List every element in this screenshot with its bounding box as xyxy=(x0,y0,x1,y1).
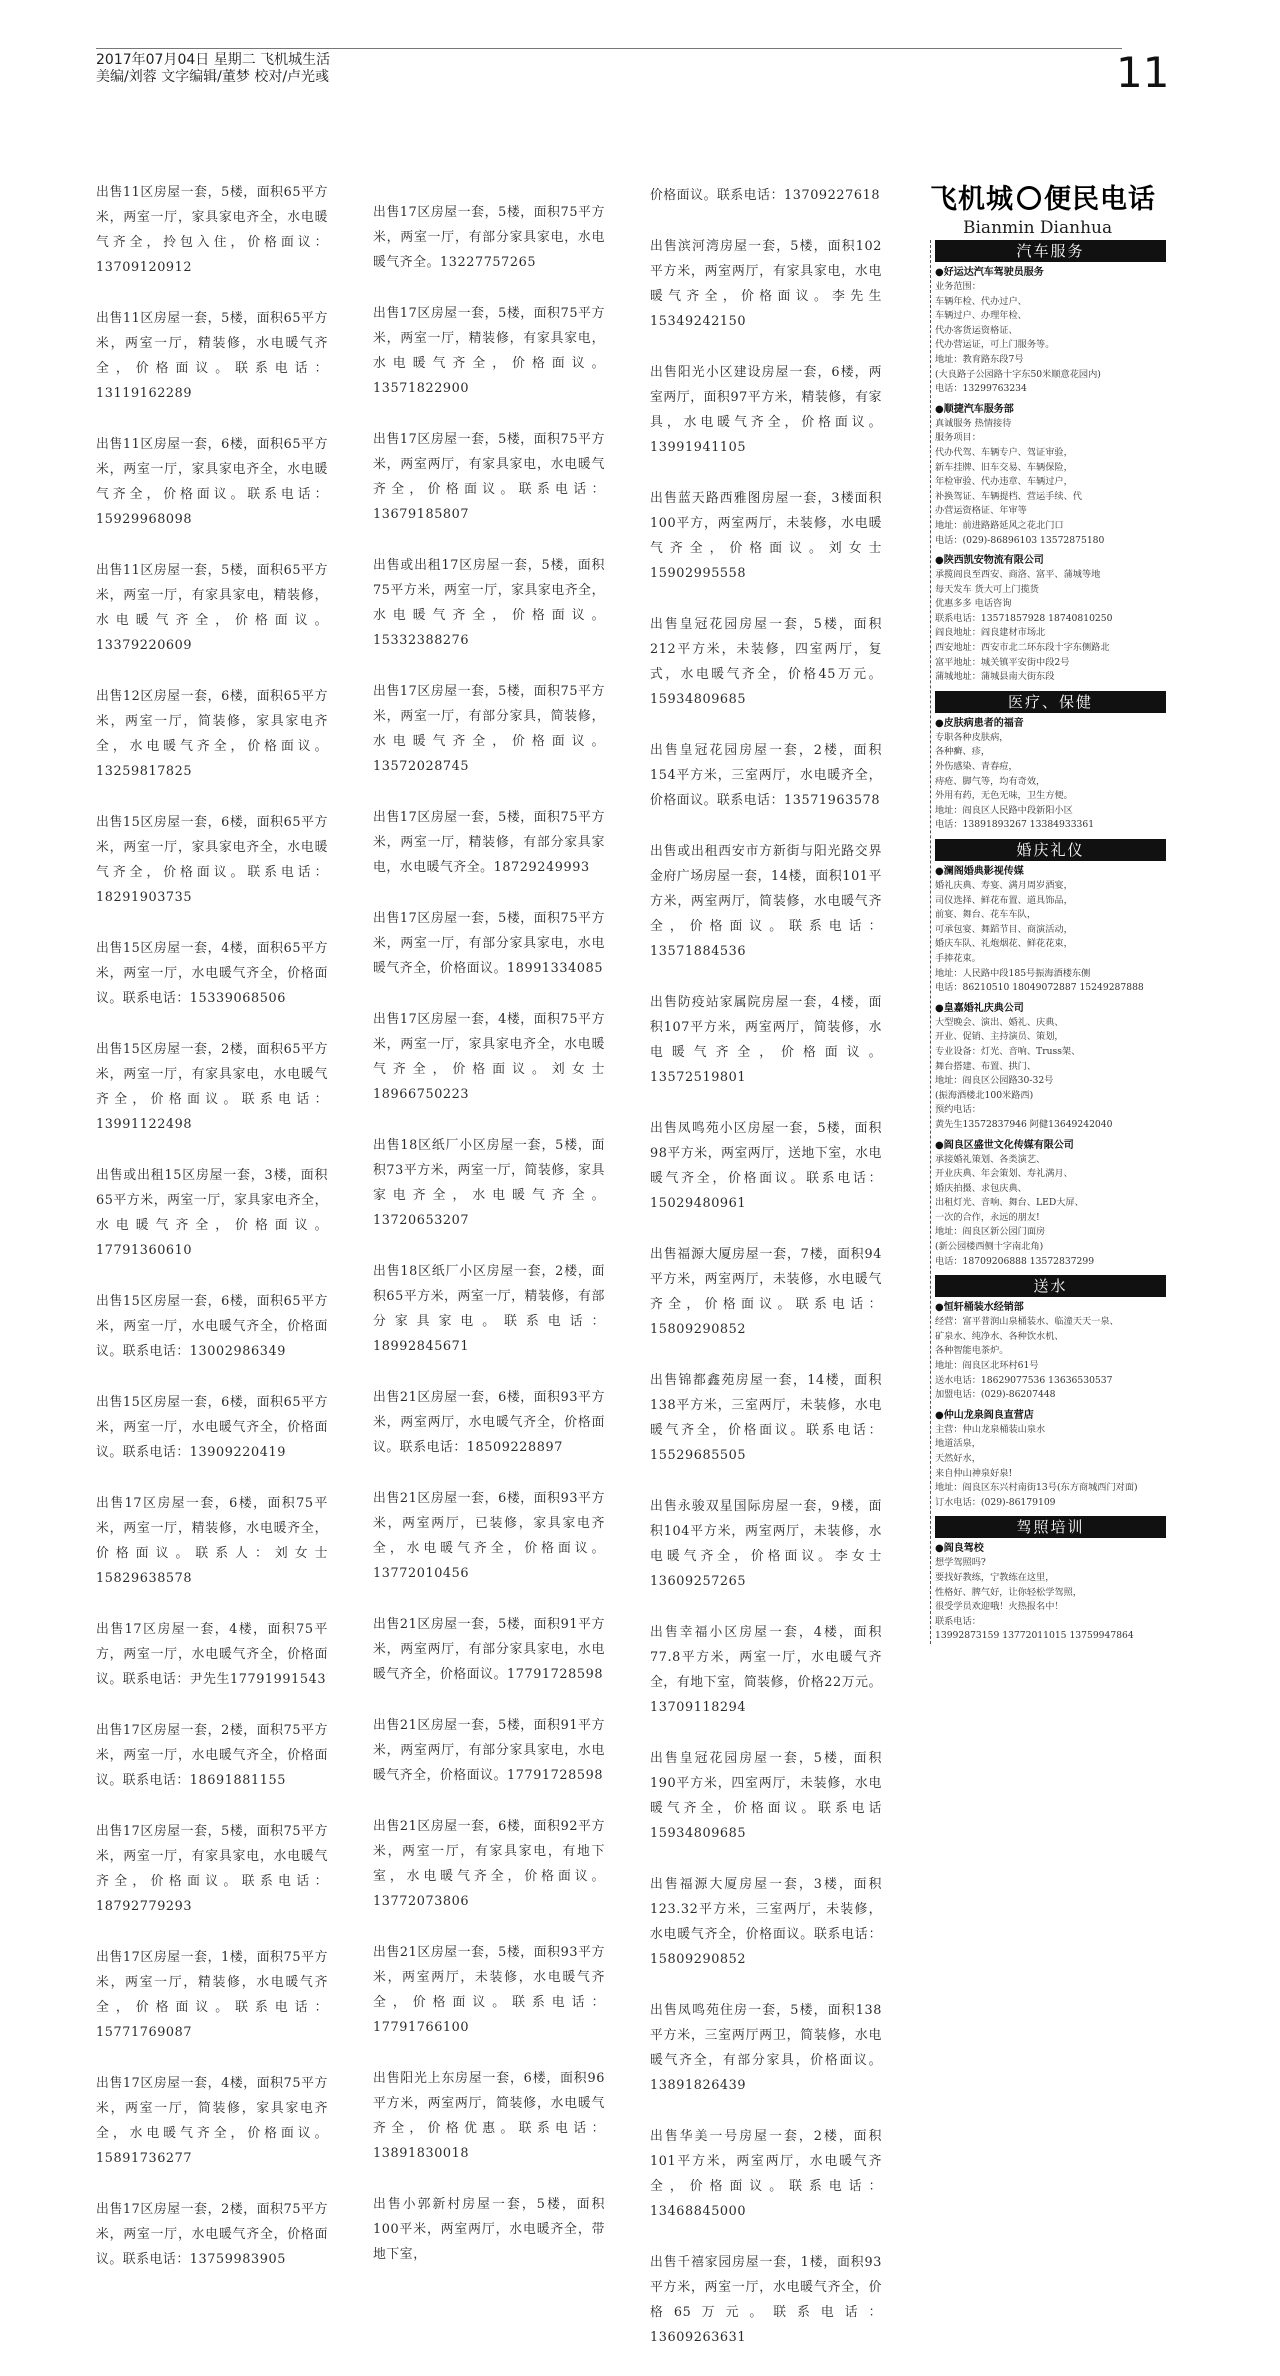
directory-entry xyxy=(935,1301,1166,1403)
ad-column-3 xyxy=(650,183,882,2376)
entry-line: 很受学员欢迎哦！火热报名中！ xyxy=(935,1601,1064,1613)
entry-line: 电话：18709206888 13572837299 xyxy=(935,1255,1095,1267)
classified-ad: 出售18区纸厂小区房屋一套，5楼，面积73平方米，两室一厅，简装修，家具家电齐全，水电暖气齐全。13720653207 xyxy=(373,1138,605,1228)
entry-line: 地址：阎良区北环村61号 xyxy=(935,1360,1039,1372)
directory-title-left: 飞机城 xyxy=(930,184,1014,215)
classified-ad: 出售21区房屋一套，5楼，面积91平方米，两室两厅，有部分家具家电，水电暖气齐全，价格面议。17791728598 xyxy=(373,1617,605,1682)
entry-line: 13992873159 13772011015 13759947864 xyxy=(935,1630,1134,1642)
classified-ad: 出售11区房屋一套，5楼，面积65平方米，两室一厅，有家具家电，精装修，水电暖气齐全，价格面议。13379220609 xyxy=(96,563,328,653)
entry-line: 联系电话： xyxy=(935,1615,981,1627)
entry-name: ●顺捷汽车服务部 xyxy=(935,403,1014,415)
entry-line: 电话：(029)-86896103 13572875180 xyxy=(935,534,1105,546)
classified-ad: 出售17区房屋一套，5楼，面积75平方米，两室一厅，精装修，有部分家具家电，水电暖气齐全。18729249993 xyxy=(373,810,605,875)
entry-line: 每天发车 货大可上门揽货 xyxy=(935,583,1039,595)
entry-line: 婚庆车队、礼炮烟花、鲜花花束， xyxy=(935,938,1073,950)
ad-column-2 xyxy=(373,200,605,2293)
entry-line: 矿泉水、纯净水、各种饮水机、 xyxy=(935,1330,1064,1342)
classified-ad: 出售皇冠花园房屋一套，5楼，面积212平方米，未装修，四室两厅，复式，水电暖气齐全，价格45万元。15934809685 xyxy=(650,617,882,707)
classified-ad: 出售17区房屋一套，5楼，面积75平方米，两室一厅，有部分家具家电，水电暖气齐全。13227757265 xyxy=(373,205,605,270)
entry-line: 司仪选择、鲜花布置、道具饰品， xyxy=(935,894,1073,906)
entry-line: 前宴、舞台、花车车队， xyxy=(935,909,1037,921)
service-directory xyxy=(930,184,1166,1650)
entry-line: 送水电话：18629077536 13636530537 xyxy=(935,1374,1113,1386)
entry-line: 电话：86210510 18049072887 15249287888 xyxy=(935,982,1144,994)
entry-line: 车辆过户、办理年检、 xyxy=(935,310,1027,322)
entry-line: 补换驾证、车辆提档、营运手续、代 xyxy=(935,490,1082,502)
classified-ad: 出售或出租西安市方新街与阳光路交界金府广场房屋一套，14楼，面积101平方米，两室两厅，简装修，水电暖气齐全，价格面议。联系电话：13571884536 xyxy=(650,844,882,959)
entry-line: 地址：阎良区新公园门面房 xyxy=(935,1226,1046,1238)
header-meta xyxy=(96,52,330,86)
directory-entry xyxy=(935,865,1166,996)
classified-ad: 出售15区房屋一套，2楼，面积65平方米，两室一厅，有家具家电，水电暖气齐全，价格面议。联系电话：13991122498 xyxy=(96,1042,328,1132)
classified-ad: 出售皇冠花园房屋一套，2楼，面积154平方米，三室两厅，水电暖齐全，价格面议。联系电话：13571963578 xyxy=(650,743,882,808)
classified-ad: 出售小郭新村房屋一套，5楼，面积100平米，两室两厅，水电暖齐全，带地下室， xyxy=(373,2197,605,2262)
classified-ad: 出售11区房屋一套，5楼，面积65平方米，两室一厅，家具家电齐全，水电暖气齐全，拎包入住，价格面议：13709120912 xyxy=(96,185,328,275)
classified-ad: 出售凤鸣苑住房一套，5楼，面积138平方米，三室两厅两卫，简装修，水电暖气齐全，有部分家具，价格面议。13891826439 xyxy=(650,2003,882,2093)
classified-ad: 出售蓝天路西雅图房屋一套，3楼面积100平方，两室两厅，未装修，水电暖气齐全，价格面议。刘女士15902995558 xyxy=(650,491,882,581)
entry-name: ●阎良区盛世文化传媒有限公司 xyxy=(935,1139,1074,1151)
entry-line: 业务范围： xyxy=(935,281,981,292)
classified-ad: 出售21区房屋一套，6楼，面积93平方米，两室两厅，水电暖气齐全，价格面议。联系电话：18509228897 xyxy=(373,1390,605,1455)
classified-ad: 出售17区房屋一套，6楼，面积75平米，两室一厅，精装修，水电暖齐全，价格面议。联系人：刘女士15829638578 xyxy=(96,1496,328,1586)
phone-hook-icon xyxy=(1017,186,1041,210)
classified-ad: 出售15区房屋一套，4楼，面积65平方米，两室一厅，水电暖气齐全，价格面议。联系电话：15339068506 xyxy=(96,941,328,1006)
entry-line: 外用有药，无色无味，卫生方便。 xyxy=(935,790,1073,802)
classified-ad: 出售防疫站家属院房屋一套，4楼，面积107平方米，两室两厅，简装修，水电暖气齐全，价格面议。13572519801 xyxy=(650,995,882,1085)
entry-line: 各种智能电茶炉。 xyxy=(935,1345,1009,1357)
classified-ad: 出售凤鸣苑小区房屋一套，5楼，面积98平方米，两室两厅，送地下室，水电暖气齐全，价格面议。联系电话：15029480961 xyxy=(650,1121,882,1211)
entry-name: ●好运达汽车驾驶员服务 xyxy=(935,267,1044,278)
classified-ad: 出售15区房屋一套，6楼，面积65平方米，两室一厅，家具家电齐全，水电暖气齐全，价格面议。联系电话：18291903735 xyxy=(96,815,328,905)
directory-entry xyxy=(935,717,1166,833)
entry-line: 来自仲山神泉好泉! xyxy=(935,1467,1013,1479)
directory-entry xyxy=(935,1139,1166,1270)
entry-line: 要找好教练，宁教练在这里， xyxy=(935,1571,1055,1583)
classified-ad: 出售阳光小区建设房屋一套，6楼，两室两厅，面积97平方米，精装修，有家具，水电暖气齐全，价格面议。13991941105 xyxy=(650,365,882,455)
entry-line: 婚庆拍摄、求包庆典、 xyxy=(935,1182,1027,1194)
entry-line: 地址：阎良区东兴村南街13号(东方商城西门对面) xyxy=(935,1482,1138,1494)
classified-ad: 出售千禧家园房屋一套，1楼，面积93平方米，两室一厅，水电暖气齐全，价格65万元。联系电话：13609263631 xyxy=(650,2255,882,2345)
entry-line: 大型晚会、演出、婚礼、庆典、 xyxy=(935,1016,1064,1028)
entry-line: 地址：前进路路延风之花北门口 xyxy=(935,519,1064,531)
classified-ad: 出售17区房屋一套，5楼，面积75平方米，两室一厅，有部分家具家电，水电暖气齐全，价格面议。18991334085 xyxy=(373,911,605,976)
entry-line: 加盟电话：(029)-86207448 xyxy=(935,1389,1056,1401)
entry-name: ●澜阁婚典影视传媒 xyxy=(935,866,1024,877)
entry-line: (大良路子公园路十字东50米顺意花园内) xyxy=(935,368,1101,380)
directory-title-right: 便民电话 xyxy=(1044,184,1156,215)
directory-entry xyxy=(935,403,1166,548)
entry-line: 黄先生13572837946 阿健13649242040 xyxy=(935,1118,1113,1130)
entry-line: 地址：人民路中段185号振海酒楼东侧 xyxy=(935,967,1091,979)
header-editor-line: 美编/刘蓉 文字编辑/董梦 校对/卢光彧 xyxy=(96,69,330,85)
entry-line: 订水电话：(029)-86179109 xyxy=(935,1496,1056,1508)
category-header: 汽车服务 xyxy=(935,240,1166,262)
directory-entry xyxy=(935,266,1166,397)
entry-line: 性格好、脾气好，让你轻松学驾照， xyxy=(935,1586,1082,1598)
classified-ad: 出售华美一号房屋一套，2楼，面积101平方米，两室两厅，水电暖气齐全，价格面议。联系电话：13468845000 xyxy=(650,2129,882,2219)
entry-line: 地址：阎良区公园路30-32号 xyxy=(935,1075,1054,1087)
entry-line: 电话：13891893267 13384933361 xyxy=(935,819,1095,831)
directory-entry xyxy=(935,1409,1166,1511)
entry-line: 真诚服务 热情接待 xyxy=(935,417,1012,429)
entry-line: 代办客货运资格证、 xyxy=(935,324,1018,336)
entry-line: 外伤感染、青春痘， xyxy=(935,761,1018,773)
entry-name: ●皇嘉婚礼庆典公司 xyxy=(935,1002,1024,1014)
entry-line: 阎良地址：阎良建材市场北 xyxy=(935,627,1046,639)
entry-line: (振海酒楼北100米路西) xyxy=(935,1089,1034,1101)
classified-ad: 出售15区房屋一套，6楼，面积65平方米，两室一厅，水电暖气齐全，价格面议。联系电话：13002986349 xyxy=(96,1294,328,1359)
entry-line: 富平地址：城关镇平安街中段2号 xyxy=(935,656,1070,668)
directory-pinyin: Bianmin Dianhua xyxy=(963,218,1113,238)
classified-ad: 出售滨河湾房屋一套，5楼，面积102平方米，两室两厅，有家具家电，水电暖气齐全，价格面议。李先生15349242150 xyxy=(650,239,882,329)
classified-ad: 出售15区房屋一套，6楼，面积65平方米，两室一厅，水电暖气齐全，价格面议。联系电话：13909220419 xyxy=(96,1395,328,1460)
entry-line: 车辆年检、代办过户、 xyxy=(935,295,1027,307)
classified-ad: 出售福源大厦房屋一套，7楼，面积94平方米，两室两厅，未装修，水电暖气齐全，价格面议。联系电话：15809290852 xyxy=(650,1247,882,1337)
classified-ad: 出售或出租15区房屋一套，3楼，面积65平方米，两室一厅，家具家电齐全，水电暖气齐全，价格面议。17791360610 xyxy=(96,1168,328,1258)
directory-title xyxy=(930,184,1166,216)
directory-entry xyxy=(935,1542,1166,1644)
page-header xyxy=(96,48,1276,98)
classified-ad: 出售21区房屋一套，6楼，面积93平方米，两室两厅，已装修，家具家电齐全，水电暖气齐全，价格面议。13772010456 xyxy=(373,1491,605,1581)
entry-line: 专职各种皮肤病， xyxy=(935,731,1009,743)
entry-name: ●仲山龙泉阎良直营店 xyxy=(935,1409,1034,1421)
classified-ad: 出售福源大厦房屋一套，3楼，面积123.32平方米，三室两厅，未装修，水电暖气齐全，价格面议。联系电话：15809290852 xyxy=(650,1877,882,1967)
entry-line: 痔疮、脚气等，均有奇效， xyxy=(935,775,1046,787)
entry-line: 可承包宴、舞蹈节目、商演活动， xyxy=(935,923,1073,935)
entry-line: 专业设备：灯光、音响、Truss架、 xyxy=(935,1045,1081,1057)
category-header: 婚庆礼仪 xyxy=(935,839,1166,861)
entry-line: 天然好水， xyxy=(935,1453,981,1464)
entry-line: 出租灯光、音响、舞台、LED大屏、 xyxy=(935,1197,1084,1209)
page-number: 11 xyxy=(1116,48,1170,97)
entry-name: ●恒轩桶装水经销部 xyxy=(935,1302,1024,1314)
entry-line: 电话：13299763234 xyxy=(935,383,1027,395)
classified-ad: 出售17区房屋一套，5楼，面积75平方米，两室一厅，精装修，有家具家电，水电暖气齐全，价格面议。13571822900 xyxy=(373,306,605,396)
classified-ad: 出售17区房屋一套，1楼，面积75平方米，两室一厅，精装修，水电暖气齐全，价格面议。联系电话：15771769087 xyxy=(96,1950,328,2040)
entry-line: 地道活泉， xyxy=(935,1438,981,1450)
classified-ad: 出售17区房屋一套，4楼，面积75平方，两室一厅，水电暖气齐全，价格面议。联系电话：尹先生17791991543 xyxy=(96,1622,328,1687)
entry-line: 开业庆典、年会策划、寿礼满月、 xyxy=(935,1168,1073,1180)
classified-ad: 价格面议。联系电话：13709227618 xyxy=(650,188,881,203)
entry-name: ●阎良驾校 xyxy=(935,1543,984,1555)
directory-entry xyxy=(935,554,1166,685)
classified-ad: 出售17区房屋一套，2楼，面积75平方米，两室一厅，水电暖气齐全，价格面议。联系电话：18691881155 xyxy=(96,1723,328,1788)
entry-line: (新公园楼西侧十字南北角) xyxy=(935,1241,1044,1253)
entry-line: 地址：教育路东段7号 xyxy=(935,353,1024,365)
classified-ad: 出售17区房屋一套，4楼，面积75平方米，两室一厅，家具家电齐全，水电暖气齐全，价格面议。刘女士18966750223 xyxy=(373,1012,605,1102)
entry-line: 承揽阎良至西安、商洛、富平、蒲城等地 xyxy=(935,569,1101,581)
entry-line: 地址：阎良区人民路中段新阳小区 xyxy=(935,804,1073,816)
classified-ad: 出售17区房屋一套，4楼，面积75平方米，两室一厅，简装修，家具家电齐全，水电暖气齐全，价格面议。15891736277 xyxy=(96,2076,328,2166)
entry-line: 服务项目： xyxy=(935,432,981,444)
classified-ad: 出售17区房屋一套，2楼，面积75平方米，两室一厅，水电暖气齐全，价格面议。联系电话：13759983905 xyxy=(96,2202,328,2267)
directory-entry xyxy=(935,1002,1166,1133)
entry-line: 蒲城地址：蒲城县南大街东段 xyxy=(935,671,1055,683)
directory-body xyxy=(930,240,1166,1644)
entry-line: 主营：仲山龙泉桶装山泉水 xyxy=(935,1423,1046,1435)
classified-ad: 出售阳光上东房屋一套，6楼，面积96平方米，两室两厅，简装修，水电暖气齐全，价格优惠。联系电话：13891830018 xyxy=(373,2071,605,2161)
header-rule xyxy=(96,48,1122,49)
entry-line: 代办代驾、车辆专户、驾证审验， xyxy=(935,446,1073,458)
classified-ad: 出售21区房屋一套，6楼，面积92平方米，两室一厅，有家具家电，有地下室，水电暖气齐全，价格面议。13772073806 xyxy=(373,1819,605,1909)
entry-name: ●皮肤病患者的福音 xyxy=(935,717,1024,729)
entry-line: 西安地址：西安市北二环东段十字东侧路北 xyxy=(935,642,1110,654)
entry-line: 经营：富平普润山泉桶装水、临潼天天一泉、 xyxy=(935,1316,1119,1328)
header-date-line: 2017年07月04日 星期二 飞机城生活 xyxy=(96,52,331,68)
entry-line: 承接婚礼策划、各类演艺、 xyxy=(935,1153,1046,1165)
classified-ad: 出售17区房屋一套，5楼，面积75平方米，两室一厅，有部分家具，简装修，水电暖气齐全，价格面议。13572028745 xyxy=(373,684,605,774)
entry-line: 办营运资格证、年审等 xyxy=(935,505,1027,517)
classified-ad: 出售11区房屋一套，5楼，面积65平方米，两室一厅，精装修，水电暖气齐全，价格面议。联系电话：13119162289 xyxy=(96,311,328,401)
entry-line: 预约电话： xyxy=(935,1104,981,1116)
category-header: 医疗、保健 xyxy=(935,691,1166,713)
classified-ad: 出售21区房屋一套，5楼，面积91平方米，两室两厅，有部分家具家电，水电暖气齐全，价格面议。17791728598 xyxy=(373,1718,605,1783)
entry-line: 联系电话：13571857928 18740810250 xyxy=(935,612,1113,624)
classified-ad: 出售皇冠花园房屋一套，5楼，面积190平方米，四室两厅，未装修，水电暖气齐全，价格面议。联系电话15934809685 xyxy=(650,1751,882,1841)
category-header: 送水 xyxy=(935,1275,1166,1297)
entry-name: ●陕西凯安物流有限公司 xyxy=(935,555,1044,567)
classified-ad: 出售锦都鑫苑房屋一套，14楼，面积138平方米，三室两厅，未装修，水电暖气齐全，价格面议。联系电话：15529685505 xyxy=(650,1373,882,1463)
entry-line: 一次的合作，永远的朋友! xyxy=(935,1211,1040,1223)
classified-ad: 出售12区房屋一套，6楼，面积65平方米，两室一厅，简装修，家具家电齐全，水电暖气齐全，价格面议。13259817825 xyxy=(96,689,328,779)
entry-line: 想学驾照吗? xyxy=(935,1557,986,1569)
classified-ad: 出售17区房屋一套，5楼，面积75平方米，两室一厅，有家具家电，水电暖气齐全，价格面议。联系电话：18792779293 xyxy=(96,1824,328,1914)
entry-line: 婚礼庆典、寿宴、满月周岁酒宴， xyxy=(935,880,1073,891)
entry-line: 开业、促销、主持演员、策划， xyxy=(935,1031,1064,1043)
ad-column-1 xyxy=(96,180,328,2298)
entry-line: 优惠多多 电话咨询 xyxy=(935,598,1012,610)
classified-ad: 出售17区房屋一套，5楼，面积75平方米，两室两厅，有家具家电，水电暖气齐全，价格面议。联系电话：13679185807 xyxy=(373,432,605,522)
entry-line: 各种癣、疹， xyxy=(935,746,991,758)
entry-line: 手捧花束。 xyxy=(935,952,981,964)
entry-line: 新车挂牌、旧车交易、车辆保险， xyxy=(935,461,1073,473)
classified-ad: 出售11区房屋一套，6楼，面积65平方米，两室一厅，家具家电齐全，水电暖气齐全，价格面议。联系电话：15929968098 xyxy=(96,437,328,527)
classified-ad: 出售18区纸厂小区房屋一套，2楼，面积65平方米，两室一厅，精装修，有部分家具家电。联系电话：18992845671 xyxy=(373,1264,605,1354)
entry-line: 代办营运证，可上门服务等。 xyxy=(935,339,1055,351)
category-header: 驾照培训 xyxy=(935,1516,1166,1538)
entry-line: 舞台搭建、布置、拱门、 xyxy=(935,1060,1037,1072)
entry-line: 年检审验、代办违章、车辆过户， xyxy=(935,476,1073,488)
classified-ad: 出售21区房屋一套，5楼，面积93平方米，两室两厅，未装修，水电暖气齐全，价格面议。联系电话：17791766100 xyxy=(373,1945,605,2035)
classified-ad: 出售幸福小区房屋一套，4楼，面积77.8平方米，两室一厅，水电暖气齐全，有地下室，简装修，价格22万元。13709118294 xyxy=(650,1625,882,1715)
classified-ad: 出售永骏双星国际房屋一套，9楼，面积104平方米，两室两厅，未装修，水电暖气齐全，价格面议。李女士13609257265 xyxy=(650,1499,882,1589)
classified-ad: 出售或出租17区房屋一套，5楼，面积75平方米，两室一厅，家具家电齐全，水电暖气齐全，价格面议。15332388276 xyxy=(373,558,605,648)
